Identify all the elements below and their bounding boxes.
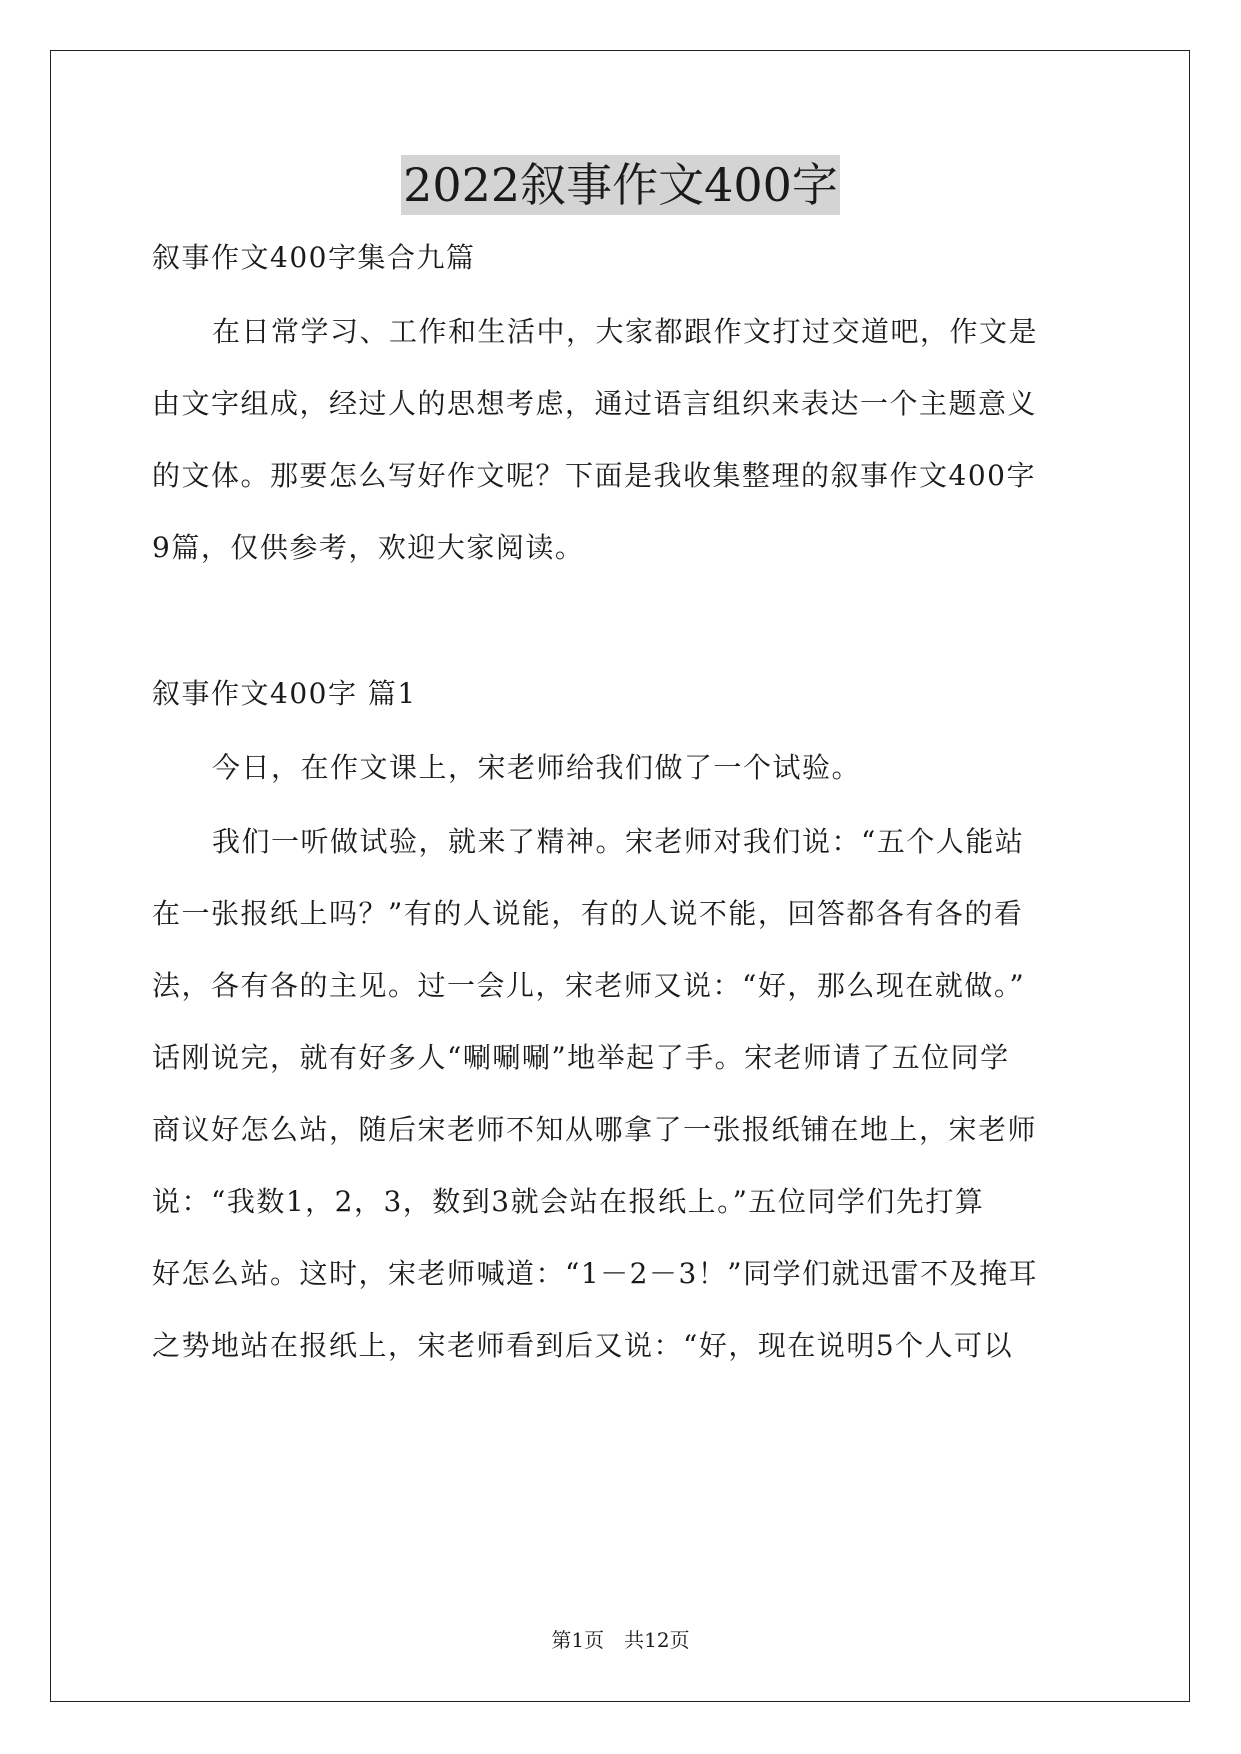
paragraph-2-line-7: 好怎么站。这时，宋老师喊道：“1－2－3！”同学们就迅雷不及掩耳 bbox=[152, 1257, 1039, 1290]
intro-line-1: 在日常学习、工作和生活中，大家都跟作文打过交道吧，作文是 bbox=[212, 315, 1039, 348]
document-subtitle: 叙事作文400字集合九篇 bbox=[152, 241, 476, 274]
paragraph-2-line-5: 商议好怎么站，随后宋老师不知从哪拿了一张报纸铺在地上，宋老师 bbox=[152, 1113, 1038, 1146]
document-title: 2022叙事作文400字 bbox=[401, 155, 840, 215]
paragraph-2-line-1: 我们一听做试验，就来了精神。宋老师对我们说：“五个人能站 bbox=[212, 825, 1025, 858]
page-number-footer: 第1页 共12页 bbox=[551, 1628, 690, 1652]
paragraph-2-line-4: 话刚说完，就有好多人“唰唰唰”地举起了手。宋老师请了五位同学 bbox=[152, 1041, 1010, 1074]
intro-line-3: 的文体。那要怎么写好作文呢？下面是我收集整理的叙事作文400字 bbox=[152, 459, 1036, 492]
section-heading: 叙事作文400字 篇1 bbox=[152, 677, 417, 710]
title-container bbox=[0, 155, 1241, 215]
paragraph-2-line-2: 在一张报纸上吗？”有的人说能，有的人说不能，回答都各有各的看 bbox=[152, 897, 1024, 930]
page-border bbox=[50, 50, 1190, 1702]
paragraph-2-line-8: 之势地站在报纸上，宋老师看到后又说：“好，现在说明5个人可以 bbox=[152, 1329, 1014, 1362]
intro-line-4: 9篇，仅供参考，欢迎大家阅读。 bbox=[152, 531, 585, 564]
paragraph-1: 今日，在作文课上，宋老师给我们做了一个试验。 bbox=[212, 751, 862, 784]
intro-line-2: 由文字组成，经过人的思想考虑，通过语言组织来表达一个主题意义 bbox=[152, 387, 1038, 420]
paragraph-2-line-6: 说：“我数1，2，3，数到3就会站在报纸上。”五位同学们先打算 bbox=[152, 1185, 985, 1218]
paragraph-2-line-3: 法，各有各的主见。过一会儿，宋老师又说：“好，那么现在就做。” bbox=[152, 969, 1026, 1002]
